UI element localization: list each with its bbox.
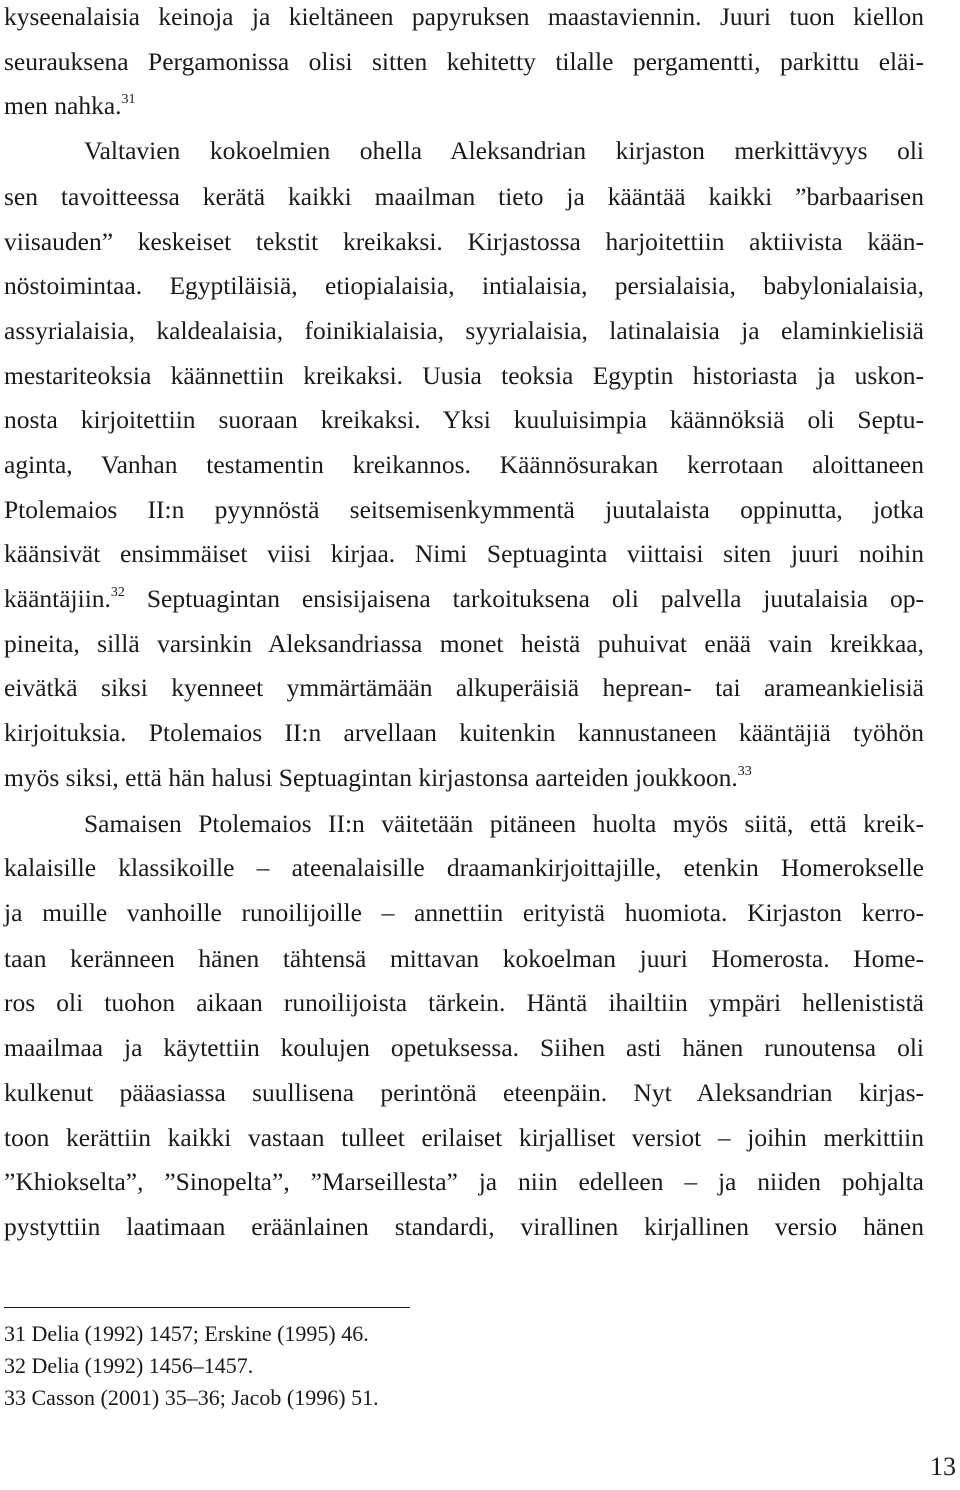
text-line	[4, 90, 924, 122]
text-line	[4, 181, 924, 213]
text-line	[4, 1077, 924, 1109]
text-line	[4, 987, 924, 1019]
footnote-ref: 32	[110, 585, 125, 600]
text-line	[4, 1, 924, 33]
footnote-ref: 31	[121, 92, 136, 107]
line-text: ja muille vanhoille runoilijoille – annettiin erityistä huomiota. Kirjaston kerro-	[4, 898, 924, 927]
line-text: mestariteoksia käännettiin kreikaksi. Uusia teoksia Egyptin historiasta ja uskon-	[4, 361, 924, 390]
text-line	[4, 1211, 924, 1243]
line-text: toon kerättiin kaikki vastaan tulleet erilaiset kirjalliset versiot – joihin merkittiin	[4, 1123, 924, 1152]
line-text: pineita, sillä varsinkin Aleksandriassa monet heistä puhuivat enää vain kreikkaa,	[4, 629, 924, 658]
text-line	[4, 943, 924, 975]
line-text: kääntäjiin.	[4, 584, 111, 613]
text-line	[4, 46, 924, 78]
text-line	[4, 270, 924, 302]
text-line	[4, 852, 924, 884]
line-text: Ptolemaios II:n pyynnöstä seitsemisenkymmentä juutalaista oppinutta, jotka	[4, 495, 924, 524]
text-line	[4, 583, 924, 615]
line-text: nöstoimintaa. Egyptiläisiä, etiopialaisia, intialaisia, persialaisia, babylonialaisia,	[4, 271, 924, 300]
line-text: Samaisen Ptolemaios II:n väitetään pitäneen huolta myös siitä, että kreik-	[84, 809, 924, 838]
line-text: myös siksi, että hän halusi Septuagintan kirjastonsa aarteiden joukkoon.	[4, 763, 738, 792]
text-line	[4, 315, 924, 347]
line-text: maailmaa ja käytettiin koulujen opetuksessa. Siihen asti hänen runoutensa oli	[4, 1033, 924, 1062]
line-text: eivätkä siksi kyenneet ymmärtämään alkuperäisiä heprean- tai arameankielisiä	[4, 673, 924, 702]
line-text: viisauden” keskeiset tekstit kreikaksi. Kirjastossa harjoitettiin aktiivista kään-	[4, 227, 924, 256]
text-line	[4, 717, 924, 749]
text-line	[4, 897, 924, 929]
footnote: 31 Delia (1992) 1457; Erskine (1995) 46.	[4, 1321, 369, 1346]
line-text: käänsivät ensimmäiset viisi kirjaa. Nimi Septuaginta viittaisi siten juuri noihin	[4, 539, 924, 568]
line-text: kirjoituksia. Ptolemaios II:n arvellaan kuitenkin kannustaneen kääntäjiä työhön	[4, 718, 924, 747]
footnote: 33 Casson (2001) 35–36; Jacob (1996) 51.	[4, 1385, 379, 1410]
line-text: pystyttiin laatimaan eräänlainen standardi, virallinen kirjallinen versio hänen	[4, 1212, 924, 1241]
text-line	[84, 135, 924, 167]
text-line	[4, 762, 924, 794]
text-line	[84, 808, 924, 840]
line-text: kyseenalaisia keinoja ja kieltäneen papyruksen maastaviennin. Juuri tuon kiellon	[4, 2, 924, 31]
text-line	[4, 1122, 924, 1154]
line-text: ”Khiokselta”, ”Sinopelta”, ”Marseillesta” ja niin edelleen – ja niiden pohjalta	[4, 1167, 924, 1196]
text-line	[4, 494, 924, 526]
line-text: taan keränneen hänen tähtensä mittavan kokoelman juuri Homerosta. Home-	[4, 944, 924, 973]
footnote: 32 Delia (1992) 1456–1457.	[4, 1353, 254, 1378]
text-line	[4, 672, 924, 704]
line-text: sen tavoitteessa kerätä kaikki maailman tieto ja kääntää kaikki ”barbaarisen	[4, 182, 924, 211]
page-number: 13	[930, 1452, 956, 1481]
line-text: assyrialaisia, kaldealaisia, foinikialaisia, syyrialaisia, latinalaisia ja elaminkielisiä	[4, 316, 924, 345]
text-line	[4, 404, 924, 436]
text-line	[4, 1166, 924, 1198]
line-text: aginta, Vanhan testamentin kreikannos. Käännösurakan kerrotaan aloittaneen	[4, 450, 924, 479]
line-text: ros oli tuohon aikaan runoilijoista tärkein. Häntä ihailtiin ympäri hellenististä	[4, 988, 924, 1017]
text-line	[4, 360, 924, 392]
line-text: men nahka.	[4, 91, 122, 120]
footnote-ref: 33	[737, 764, 752, 779]
line-text: Valtavien kokoelmien ohella Aleksandrian kirjaston merkittävyys oli	[84, 136, 924, 165]
line-text: kalaisille klassikoille – ateenalaisille draamankirjoittajille, etenkin Homerokselle	[4, 853, 924, 882]
line-text: nosta kirjoitettiin suoraan kreikaksi. Yksi kuuluisimpia käännöksiä oli Septu-	[4, 405, 924, 434]
text-line	[4, 1032, 924, 1064]
line-text: seurauksena Pergamonissa olisi sitten kehitetty tilalle pergamentti, parkittu eläi-	[4, 47, 924, 76]
text-line	[4, 449, 924, 481]
line-text: kulkenut pääasiassa suullisena perintönä eteenpäin. Nyt Aleksandrian kirjas-	[4, 1078, 924, 1107]
text-line	[4, 538, 924, 570]
footnote-separator	[4, 1307, 410, 1308]
text-line	[4, 226, 924, 258]
text-line	[4, 628, 924, 660]
line-text-continued: Septuagintan ensisijaisena tarkoituksena oli palvella juutalaisia op-	[124, 584, 924, 613]
